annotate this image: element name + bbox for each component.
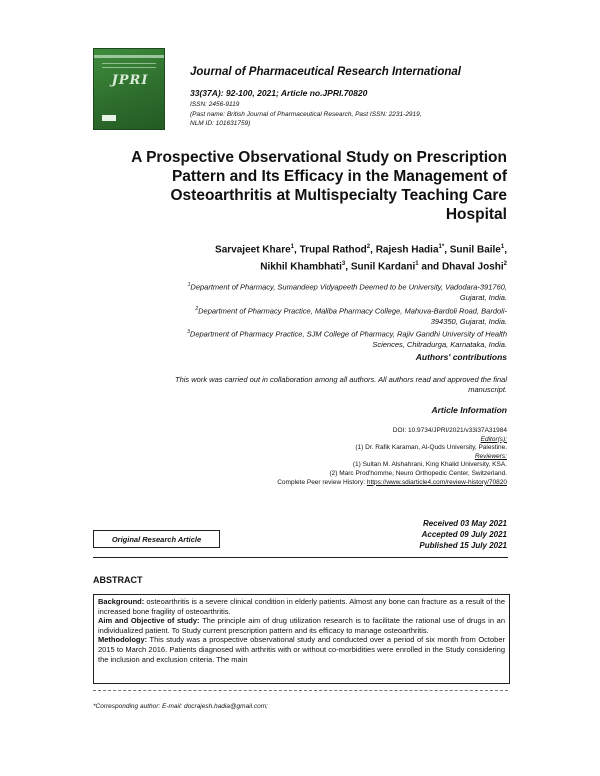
cover-logo: JPRI bbox=[111, 73, 149, 88]
author-sup: 1 bbox=[290, 244, 294, 250]
editor: (1) Dr. Rafik Karaman, Al-Quds University, Palestine. bbox=[355, 444, 507, 452]
published-date: Published 15 July 2021 bbox=[419, 541, 507, 550]
received-date: Received 03 May 2021 bbox=[422, 519, 507, 528]
cover-band bbox=[94, 55, 164, 58]
title-line: Osteoarthritis at Multispecialty Teaching Care bbox=[170, 187, 507, 204]
author-name: Rajesh Hadia bbox=[375, 244, 439, 256]
article-type-box bbox=[93, 530, 220, 548]
affiliation-sup: 2 bbox=[195, 305, 199, 312]
separator: , bbox=[444, 244, 450, 256]
author-line bbox=[87, 257, 507, 274]
author-name: Nikhil Khambhati bbox=[260, 261, 342, 273]
nlm-id: NLM ID: 101631759) bbox=[190, 120, 251, 127]
affiliation: Gujarat, India. bbox=[459, 293, 507, 302]
author-sup: 1* bbox=[438, 244, 445, 250]
contributions-heading: Authors' contributions bbox=[415, 352, 507, 362]
cover-line bbox=[102, 63, 156, 64]
cover-line bbox=[102, 67, 156, 68]
abstract-heading: ABSTRACT bbox=[93, 575, 143, 585]
reviewer: (1) Sultan M. Alshahrani, King Khalid University, KSA. bbox=[352, 461, 507, 469]
cover-foot-mark bbox=[102, 115, 116, 121]
doi: DOI: 10.9734/JPRI/2021/v33i37A31984 bbox=[392, 427, 507, 434]
affiliation: 394350, Gujarat, India. bbox=[430, 316, 507, 326]
affiliation-text: Department of Pharmacy Practice, SJM College of Pharmacy, Rajiv Gandhi University of Health bbox=[189, 329, 507, 339]
author-name: Dhaval Joshi bbox=[441, 261, 504, 273]
title-line: Pattern and Its Efficacy in the Management of bbox=[171, 168, 507, 185]
abstract-text: osteoarthritis is a severe clinical condition in elderly patients. Almost any bone can fracture as a result of the increased bone fragility of osteoarthritis. bbox=[98, 597, 505, 616]
separator: and bbox=[418, 261, 442, 273]
abstract-methodology bbox=[98, 635, 505, 664]
separator: , bbox=[345, 261, 351, 273]
affiliation bbox=[82, 327, 507, 340]
contributions-line: This work was carried out in collaboration among all authors. All authors read and approved the final bbox=[175, 375, 507, 384]
abstract-label: Methodology: bbox=[98, 635, 148, 645]
reviewers-label: Reviewers: bbox=[474, 452, 507, 460]
author-sup: 1 bbox=[500, 244, 505, 250]
paper-title bbox=[87, 148, 507, 224]
footnote-divider bbox=[93, 690, 508, 691]
reviewer: (2) Marc Prod'homme, Neuro Orthopedic Center, Switzerland. bbox=[329, 469, 507, 477]
journal-name: Journal of Pharmaceutical Research International bbox=[190, 66, 461, 78]
affiliation-sup: 1 bbox=[187, 282, 191, 288]
abstract-text: This study was a prospective observational study and conducted over a period of six month from October 2015 to March 2016. Patients diagnosed with arthritis with or without co-morbidities were enrolled in the Study considering the inclusion and exclusion criteria. The main bbox=[98, 635, 505, 664]
affiliation bbox=[82, 304, 507, 317]
abstract-background bbox=[98, 597, 505, 616]
affiliations bbox=[82, 280, 507, 351]
separator: , bbox=[504, 244, 507, 256]
abstract-text: The principle aim of drug utilization research is to facilitate the rational use of drugs in an individualized patient. To Study current prescription pattern and its efficacy to manage osteoarthritis. bbox=[98, 616, 506, 635]
article-type: Original Research Article bbox=[111, 534, 202, 544]
affiliation: Sciences, Chitradurga, Karnataka, India. bbox=[372, 340, 507, 349]
separator: , bbox=[294, 244, 300, 256]
abstract-label: Aim and Objective of study: bbox=[98, 616, 200, 626]
author-list bbox=[87, 240, 507, 275]
contributions-line: manuscript. bbox=[468, 385, 507, 394]
affiliation bbox=[82, 280, 507, 293]
corresponding-author-footnote: *Corresponding author: E-mail: docrajesh.hadia@gmail.com; bbox=[93, 703, 268, 710]
editors-label: Editor(s): bbox=[480, 435, 507, 443]
author-line bbox=[87, 240, 507, 257]
title-line: A Prospective Observational Study on Prescription bbox=[131, 149, 507, 166]
accepted-date: Accepted 09 July 2021 bbox=[421, 530, 507, 539]
title-line: Hospital bbox=[445, 206, 507, 223]
author-sup: 3 bbox=[341, 261, 346, 268]
affiliation-text: Department of Pharmacy, Sumandeep Vidyapeeth Deemed to be University, Vadodara-391760, bbox=[190, 282, 507, 292]
affiliation-text: Department of Pharmacy Practice, Maliba Pharmacy College, Mahuva-Bardoli Road, Bardoli- bbox=[198, 306, 507, 315]
review-history-link[interactable]: https://www.sdiarticle4.com/review-history/70820 bbox=[366, 478, 507, 486]
issue-info: 33(37A): 92-100, 2021; Article no.JPRI.70820 bbox=[190, 88, 368, 98]
review-history bbox=[87, 479, 507, 488]
author-name: Sarvajeet Khare bbox=[215, 244, 291, 256]
abstract-label: Background: bbox=[98, 597, 145, 606]
past-name: (Past name: British Journal of Pharmaceutical Research, Past ISSN: 2231-2919, bbox=[190, 111, 422, 118]
author-sup: 2 bbox=[366, 244, 371, 250]
author-name: Sunil Baile bbox=[449, 244, 501, 256]
author-name: Sunil Kardani bbox=[350, 261, 416, 273]
issn: ISSN: 2456-9119 bbox=[190, 101, 240, 108]
abstract-aim bbox=[98, 616, 505, 635]
separator: , bbox=[370, 244, 376, 256]
section-divider bbox=[93, 557, 508, 558]
article-info-heading: Article Information bbox=[431, 405, 507, 415]
review-history-label: Complete Peer review History: bbox=[277, 478, 367, 486]
author-sup: 2 bbox=[503, 261, 507, 268]
dates bbox=[419, 518, 507, 551]
abstract-box bbox=[93, 594, 510, 684]
journal-cover-image bbox=[93, 48, 165, 130]
article-info bbox=[87, 427, 507, 487]
contributions-text bbox=[87, 375, 507, 395]
affiliation-sup: 3 bbox=[187, 329, 190, 335]
author-name: Trupal Rathod bbox=[299, 244, 367, 256]
author-sup: 1 bbox=[415, 261, 419, 268]
